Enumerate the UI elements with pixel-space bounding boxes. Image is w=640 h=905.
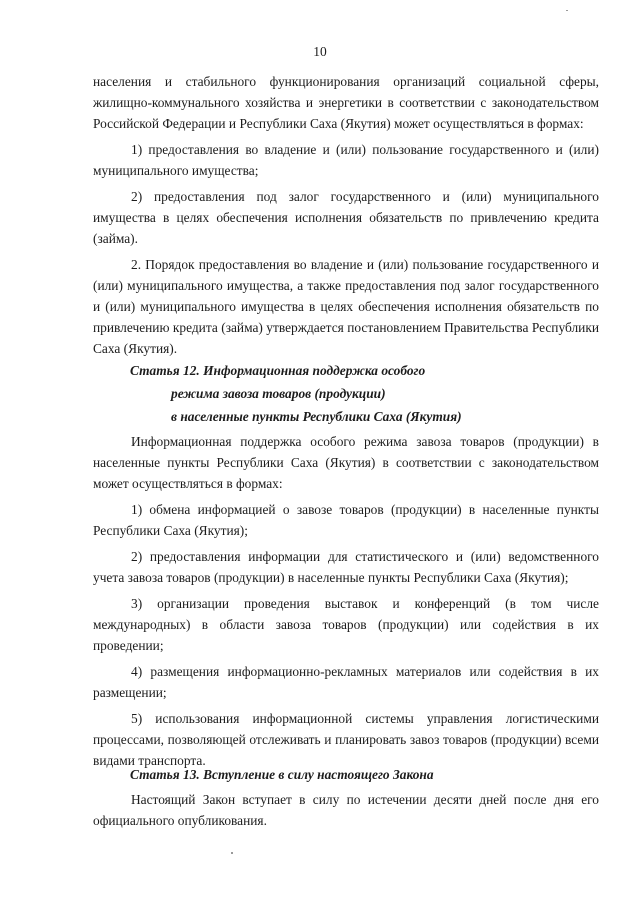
article-11-item-1: 1) предоставления во владение и (или) пользование государственного и (или) муниципального имущества; (93, 142, 599, 178)
article-12-item-2: 2) предоставления информации для статистического и (или) ведомственного учета завоза товаров (продукции) в населенные пункты Республики Саха (Якутия); (93, 549, 599, 585)
scan-speck (566, 10, 568, 11)
article-12-intro: Информационная поддержка особого режима завоза товаров (продукции) в населенные пункты Республики Саха (Якутия) в соответствии с законодательством может осуществляться в формах: (93, 434, 599, 491)
article-12-body (93, 431, 599, 771)
article-12-item-4: 4) размещения информационно-рекламных материалов или содействия в их размещении; (93, 664, 599, 700)
article-12-item-5: 5) использования информационной системы управления логистическими процессами, позволяющей отслеживать и планировать завоз товаров (продукции) всеми видами транспорта. (93, 711, 599, 768)
article-12-heading-line-1: Статья 12. Информационная поддержка особого (130, 363, 426, 378)
scan-speck (231, 852, 233, 854)
article-12-item-1: 1) обмена информацией о завозе товаров (продукции) в населенные пункты Республики Саха (Якутия); (93, 502, 599, 538)
article-13-text: Настоящий Закон вступает в силу по истечении десяти дней после дня его официального опубликования. (93, 792, 599, 828)
article-12-item-3: 3) организации проведения выставок и конференций (в том числе международных) в области завоза товаров (продукции) или содействия в их проведении; (93, 596, 599, 653)
article-12-heading-line-3: в населенные пункты Республики Саха (Якутия) (171, 409, 462, 424)
article-11-continuation (93, 71, 599, 359)
intro-paragraph: населения и стабильного функционирования организаций социальной сферы, жилищно-коммунального хозяйства и энергетики в соответствии с законодательством Российской Федерации и Республики Саха (Якутия) может осуществляться в формах: (93, 74, 599, 131)
page-number: 10 (313, 44, 327, 59)
article-11-part-2: 2. Порядок предоставления во владение и (или) пользование государственного и (или) муниципального имущества, а также предоставления под залог государственного и (или) муниципального имущества в целях обеспечения исполнения обязательств по привлечению кредита (займа) утверждается постановлением Правительства Республики Саха (Якутия). (93, 257, 599, 356)
article-13-heading: Статья 13. Вступление в силу настоящего Закона (130, 767, 434, 782)
article-12-heading-line-2: режима завоза товаров (продукции) (171, 386, 386, 401)
article-13-body (93, 789, 599, 831)
article-11-item-2: 2) предоставления под залог государственного и (или) муниципального имущества в целях обеспечения исполнения обязательств по привлечению кредита (займа). (93, 189, 599, 246)
